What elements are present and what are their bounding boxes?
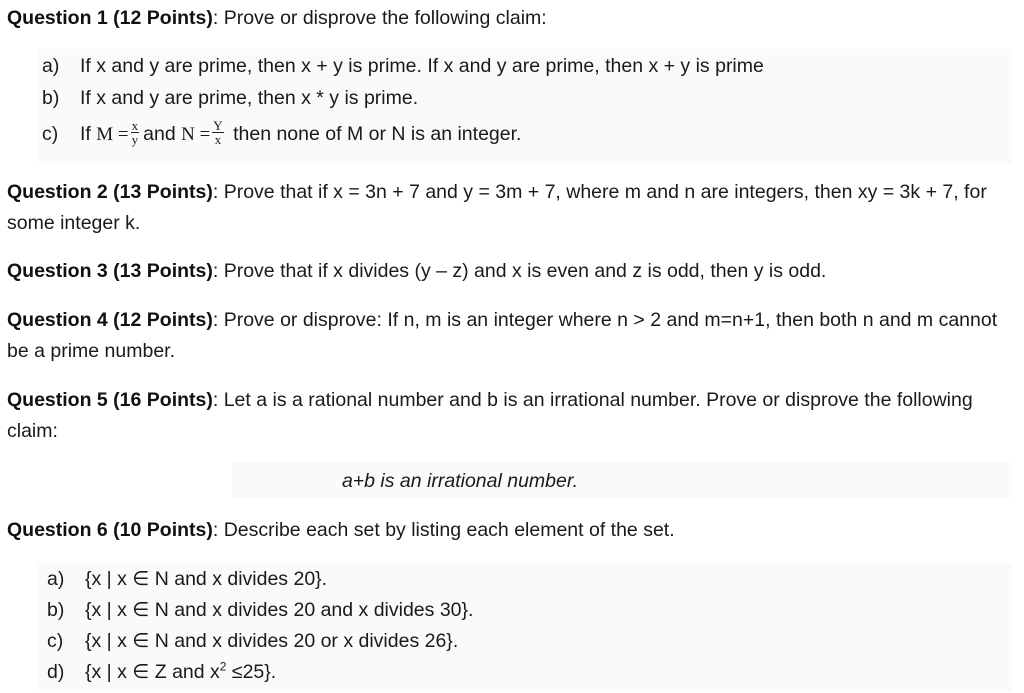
question-4-text: : Prove or disprove: If n, m is an integer where n > 2 and m=n+1, then both n and m cannot be a prime number. — [7, 309, 998, 362]
item-and: and — [143, 123, 176, 146]
question-3-heading: Question 3 (13 Points) — [7, 260, 213, 282]
q6-item-c — [47, 628, 458, 654]
item-label: b) — [42, 87, 60, 109]
q1-item-a — [42, 53, 764, 79]
item-if: If — [80, 123, 91, 146]
question-4 — [7, 305, 1012, 367]
q1-item-b — [42, 85, 418, 111]
question-5-text: : Let a is a rational number and b is an irrational number. Prove or disprove the following claim: — [7, 389, 973, 442]
question-5-heading: Question 5 (16 Points) — [7, 389, 213, 411]
q6-item-b — [47, 597, 473, 623]
item-text: If x and y are prime, then x * y is prime. — [80, 87, 419, 109]
item-text: If x and y are prime, then x + y is prime. If x and y are prime, then x + y is prime — [80, 55, 764, 77]
q6-item-a — [47, 566, 327, 592]
item-label: c) — [42, 123, 59, 146]
fraction-numerator: x — [131, 118, 139, 133]
question-4-heading: Question 4 (12 Points) — [7, 309, 213, 331]
question-1-text: : Prove or disprove the following claim: — [212, 7, 547, 29]
q6-item-d — [47, 659, 276, 685]
item-label: a) — [47, 568, 65, 590]
question-1 — [7, 3, 1012, 34]
item-label: b) — [47, 599, 65, 621]
question-2 — [7, 177, 1012, 239]
fraction-x-over-y — [131, 119, 140, 147]
fraction-denominator: x — [214, 132, 222, 147]
superscript-two: 2 — [219, 659, 227, 674]
fraction-denominator: y — [131, 132, 139, 147]
item-label: d) — [47, 661, 65, 683]
question-5 — [7, 385, 1012, 447]
question-1-heading: Question 1 (12 Points) — [7, 7, 213, 29]
m-equals: M = — [96, 124, 129, 146]
fraction-numerator: Y — [213, 118, 223, 133]
question-3 — [7, 256, 1012, 287]
question-6-heading: Question 6 (10 Points) — [7, 519, 213, 541]
item-text: {x | x ∈ N and x divides 20 and x divides 30}. — [85, 599, 474, 621]
q5-claim: a+b is an irrational number. — [341, 470, 579, 492]
item-label: a) — [42, 55, 60, 77]
question-2-text: : Prove that if x = 3n + 7 and y = 3m + 7, where m and n are integers, then xy = 3k + 7, for some integer k. — [7, 181, 987, 234]
item-text: {x | x ∈ N and x divides 20 or x divides 26}. — [85, 630, 459, 652]
question-3-text: : Prove that if x divides (y – z) and x is even and z is odd, then y is odd. — [212, 260, 827, 282]
item-rest: then none of M or N is an integer. — [233, 123, 522, 146]
fraction-y-over-x — [212, 119, 223, 147]
n-equals: N = — [181, 124, 211, 146]
item-post: ≤25}. — [226, 661, 277, 683]
question-2-heading: Question 2 (13 Points) — [7, 181, 213, 203]
item-text: {x | x ∈ N and x divides 20}. — [85, 568, 328, 590]
question-6 — [7, 515, 1012, 546]
item-label: c) — [47, 630, 64, 652]
item-pre: {x | x ∈ Z and x — [85, 661, 220, 683]
q1-item-c — [42, 118, 522, 149]
question-6-text: : Describe each set by listing each element of the set. — [212, 519, 675, 541]
